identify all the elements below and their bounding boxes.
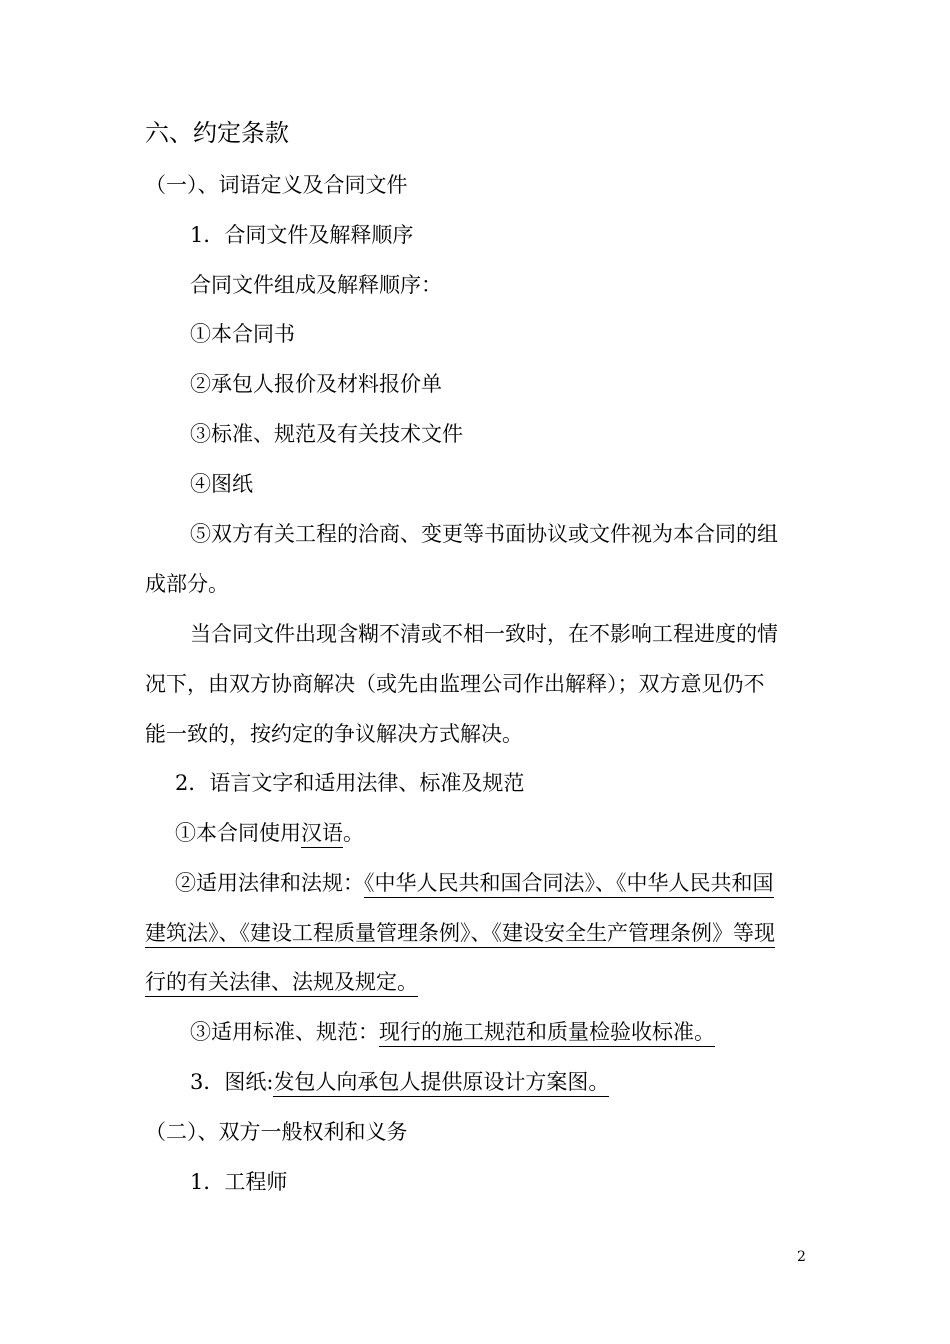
list-item-continuation xyxy=(145,918,775,948)
line-text: ③标准、规范及有关技术文件 xyxy=(190,422,463,446)
subsection-title xyxy=(145,170,408,200)
line-text: 1．合同文件及解释顺序 xyxy=(190,223,414,247)
list-item-continuation xyxy=(145,967,418,997)
paragraph-continuation xyxy=(145,669,765,699)
filled-value: 现行的施工规范和质量检验收标准。 xyxy=(379,1020,715,1047)
line-text: 3．图纸: xyxy=(190,1070,274,1094)
clause-heading xyxy=(175,768,524,798)
subsection-title xyxy=(145,1117,408,1147)
list-item xyxy=(190,469,253,499)
line-text: 能一致的，按约定的争议解决方式解决。 xyxy=(145,722,523,746)
list-item xyxy=(190,369,442,399)
paragraph xyxy=(190,619,778,649)
line-text: ②适用法律和法规： xyxy=(175,871,364,895)
paragraph-continuation xyxy=(145,569,229,599)
line-text: ②承包人报价及材料报价单 xyxy=(190,372,442,396)
line-text: （二）、双方一般权利和义务 xyxy=(145,1120,408,1144)
line-text: （一）、词语定义及合同文件 xyxy=(145,173,408,197)
line-text: 况下，由双方协商解决（或先由监理公司作出解释）；双方意见仍不 xyxy=(145,672,765,696)
list-item xyxy=(175,868,774,898)
list-item xyxy=(190,519,778,549)
page-number: 2 xyxy=(797,1249,806,1265)
clause-heading xyxy=(190,1167,287,1197)
line-text: ④图纸 xyxy=(190,472,253,496)
list-item xyxy=(190,1017,715,1047)
filled-value: 发包人向承包人提供原设计方案图。 xyxy=(273,1070,609,1097)
line-text: ⑤双方有关工程的洽商、变更等书面协议或文件视为本合同的组 xyxy=(190,522,778,546)
clause-heading xyxy=(190,1067,609,1097)
line-text: ①本合同书 xyxy=(190,322,295,346)
line-text: 六、约定条款 xyxy=(145,119,289,147)
line-text: 成部分。 xyxy=(145,572,229,596)
paragraph xyxy=(190,270,442,300)
paragraph-continuation xyxy=(145,719,523,749)
line-text: 2．语言文字和适用法律、标准及规范 xyxy=(175,771,525,795)
filled-value: 《中华人民共和国合同法》、《中华人民共和国 xyxy=(364,871,774,898)
filled-value: 汉语 xyxy=(301,821,343,848)
filled-value: 行的有关法律、法规及规定。 xyxy=(145,970,418,997)
line-text: 当合同文件出现含糊不清或不相一致时，在不影响工程进度的情 xyxy=(190,622,778,646)
list-item xyxy=(190,319,295,349)
line-text: ①本合同使用 xyxy=(175,821,301,845)
list-item xyxy=(175,818,364,848)
clause-heading xyxy=(190,220,413,250)
filled-value: 建筑法》、《建设工程质量管理条例》、《建设安全生产管理条例》等现 xyxy=(145,921,775,948)
line-text: 合同文件组成及解释顺序： xyxy=(190,273,442,297)
line-text: 。 xyxy=(343,821,364,845)
line-text: 1．工程师 xyxy=(190,1170,288,1194)
section-title xyxy=(145,116,289,150)
line-text: ③适用标准、规范： xyxy=(190,1020,379,1044)
list-item xyxy=(190,419,463,449)
